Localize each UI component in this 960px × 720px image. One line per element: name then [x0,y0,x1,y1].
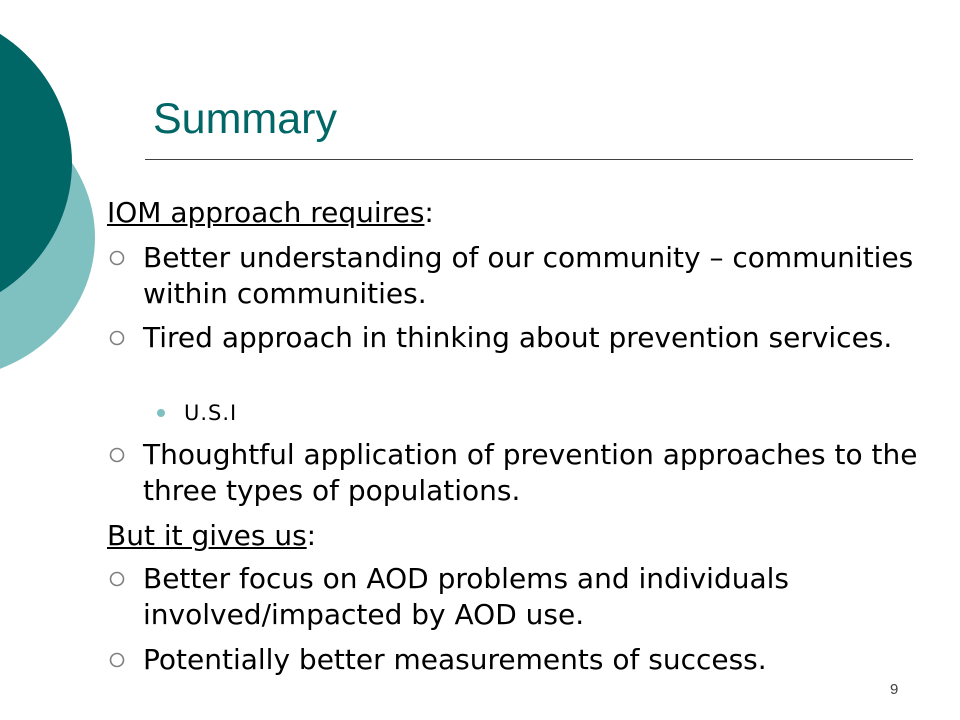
slide-title: Summary [153,95,337,143]
filled-dot-icon [157,409,165,417]
hollow-circle-icon [107,569,127,589]
bullet-text: Potentially better measurements of success. [143,643,767,676]
page-number: 9 [890,681,899,698]
bullet-text: Better understanding of our community – communities within communities. [143,241,914,310]
bullet-item [143,642,943,678]
hollow-circle-icon [107,328,127,348]
section-heading-text: But it gives us [107,519,307,552]
hollow-circle-icon [107,248,127,268]
sub-bullet-item [184,399,237,427]
bullet-item [143,240,943,312]
section-heading-benefits [107,518,316,554]
bullet-text: Better focus on AOD problems and individuals involved/impacted by AOD use. [143,562,789,631]
section-heading-requirements [107,195,434,231]
bullet-text: Thoughtful application of prevention approaches to the three types of populations. [143,438,918,507]
hollow-circle-icon [107,650,127,670]
hollow-circle-icon [107,445,127,465]
sub-bullet-text: U.S.I [184,401,238,425]
section-heading-colon: : [424,196,434,229]
bullet-item [143,320,943,356]
bullet-text: Tired approach in thinking about prevention services. [143,321,893,354]
bullet-item [143,437,943,509]
bullet-item [143,561,943,633]
section-heading-text: IOM approach requires [107,196,425,229]
section-heading-colon: : [306,519,317,552]
